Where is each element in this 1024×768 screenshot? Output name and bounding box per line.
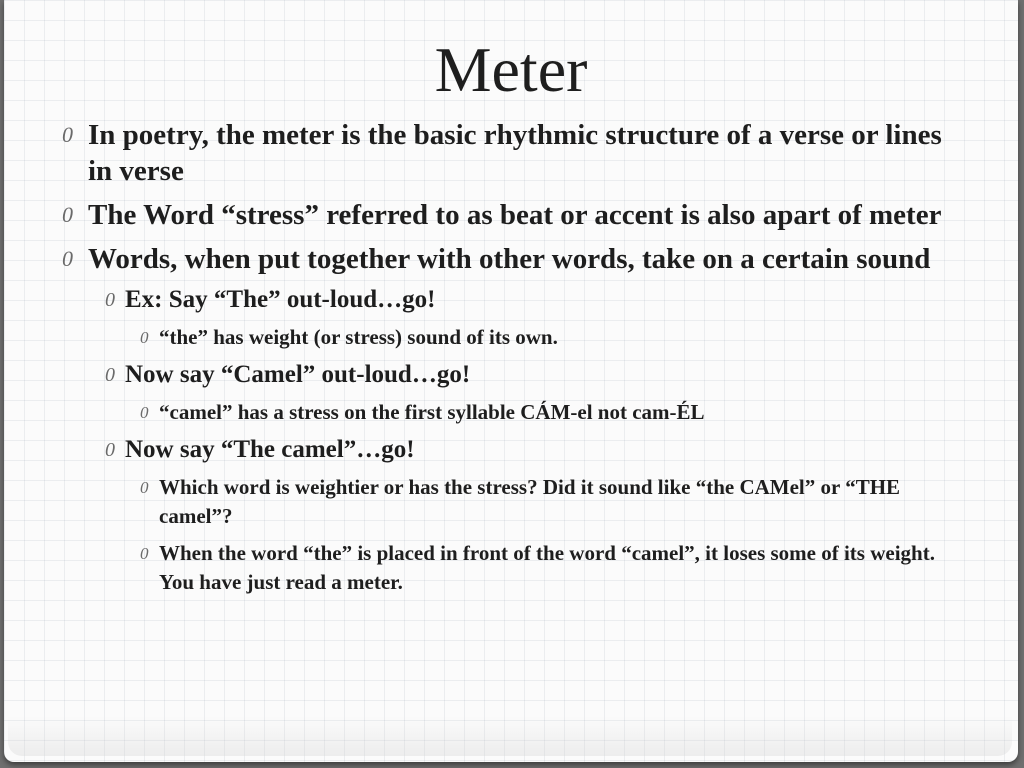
- bullet-text: Which word is weightier or has the stress? Did it sound like “the CAMel” or “THE camel”?: [159, 475, 901, 528]
- bullet-text: “the” has weight (or stress) sound of its own.: [159, 325, 558, 349]
- bullet-marker: 0: [140, 544, 149, 563]
- bullet-marker: 0: [105, 289, 115, 311]
- bullet-level1: [4, 197, 968, 233]
- slide-title: Meter: [434, 34, 588, 105]
- bullet-text: The Word “stress” referred to as beat or accent is also apart of meter: [88, 199, 942, 231]
- bullet-level1: [4, 241, 968, 277]
- bullet-text: Now say “The camel”…go!: [125, 436, 415, 463]
- bullet-level3: [4, 323, 959, 352]
- bullet-level3: [4, 539, 959, 597]
- bullet-text: “camel” has a stress on the first syllable CÁM-el not cam-ÉL: [159, 400, 705, 424]
- bullet-level2: [4, 435, 1018, 465]
- bullet-text: Now say “Camel” out-loud…go!: [125, 361, 471, 388]
- bullet-text: Words, when put together with other words, take on a certain sound: [88, 243, 931, 275]
- bullet-level2: [4, 360, 1018, 390]
- bullet-level2: [4, 285, 1018, 315]
- bullet-marker: 0: [105, 439, 115, 461]
- bullet-list: [4, 117, 1018, 605]
- bullet-marker: 0: [140, 328, 149, 347]
- bullet-level3: [4, 398, 959, 427]
- bullet-marker: 0: [105, 364, 115, 386]
- page-curl-shadow: [8, 716, 1012, 756]
- bullet-text: When the word “the” is placed in front of the word “camel”, it loses some of its weight. You have just read a meter.: [159, 541, 935, 594]
- bullet-level1: [4, 117, 968, 189]
- bullet-marker: 0: [62, 246, 73, 271]
- slide: [4, 0, 1018, 762]
- bullet-marker: 0: [140, 403, 149, 422]
- bullet-text: Ex: Say “The” out-loud…go!: [125, 286, 436, 313]
- bullet-marker: 0: [140, 478, 149, 497]
- bullet-text: In poetry, the meter is the basic rhythmic structure of a verse or lines in verse: [88, 119, 942, 187]
- bullet-marker: 0: [62, 202, 73, 227]
- bullet-level3: [4, 473, 959, 531]
- bullet-marker: 0: [62, 122, 73, 147]
